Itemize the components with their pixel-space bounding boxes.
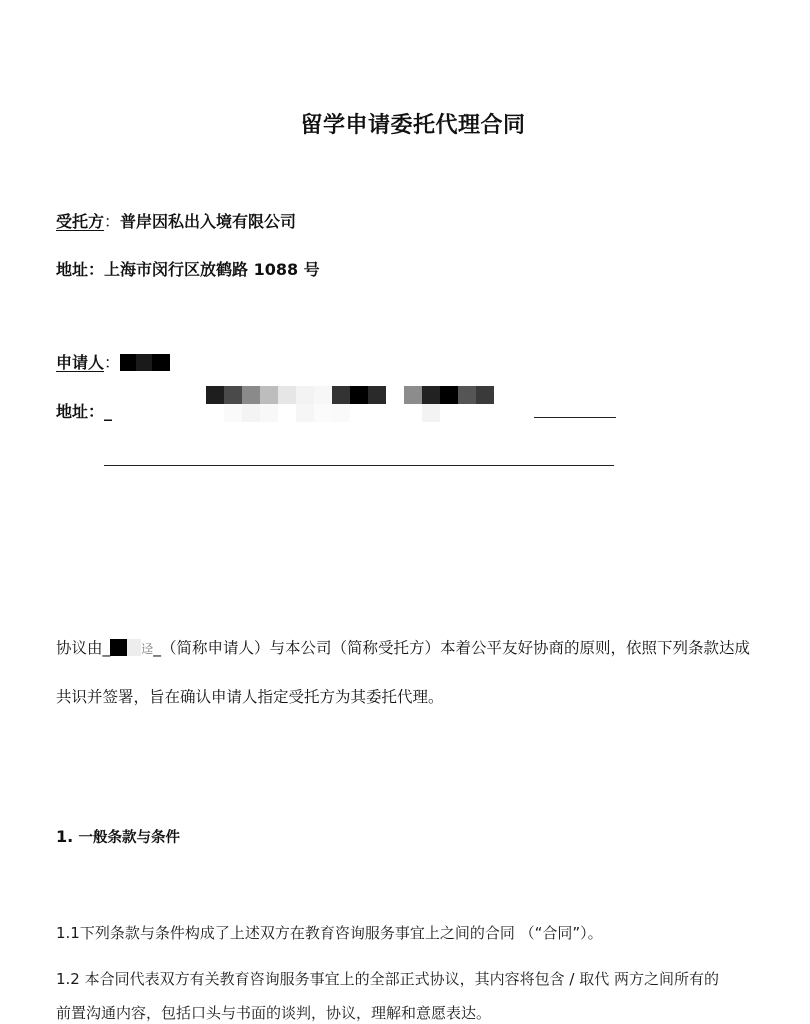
clause-1-2-line-2: 前置沟通内容，包括口头与书面的谈判，协议，理解和意愿表达。 xyxy=(56,1004,492,1022)
agreement-name-redaction-light xyxy=(127,639,141,656)
agreement-suffix: _（简称申请人）与本公司（简称受托方）本着公平友好协商的原则，依照下列条款达成 xyxy=(153,639,751,657)
agreement-prefix: 协议由_ xyxy=(56,639,111,657)
agreement-name-redaction xyxy=(110,639,127,656)
applicant-line xyxy=(56,350,170,373)
applicant-address-underline-second xyxy=(104,465,614,466)
section-1-heading xyxy=(56,826,180,847)
trustee-label: 受托方 xyxy=(56,212,105,231)
applicant-name-redaction-3 xyxy=(152,354,170,371)
applicant-label: 申请人 xyxy=(56,353,105,372)
applicant-address-redaction xyxy=(206,386,494,422)
trustee-address: 地址：上海市闵行区放鹤路 1088 号 xyxy=(56,260,320,279)
section-1-number: 1. xyxy=(56,827,74,846)
applicant-separator: ： xyxy=(104,353,121,372)
trustee-separator: ： xyxy=(104,212,121,231)
trustee-name: 普岸因私出入境有限公司 xyxy=(120,212,297,231)
agreement-line-2: 共识并签署，旨在确认申请人指定受托方为其委托代理。 xyxy=(56,688,444,706)
applicant-name-redaction xyxy=(120,354,136,371)
document-title: 留学申请委托代理合同 xyxy=(300,113,526,138)
agreement-name-fragment: 迳 xyxy=(141,642,154,656)
clause-1-1: 1.1下列条款与条件构成了上述双方在教育咨询服务事宜上之间的合同 （“合同”）。 xyxy=(56,924,603,942)
trustee-line xyxy=(56,209,296,232)
applicant-address-label: 地址：_ xyxy=(56,402,113,421)
clause-1-2-line-1: 1.2 本合同代表双方有关教育咨询服务事宜上的全部正式协议，其内容将包含 / 取代 两方之间所有的 xyxy=(56,970,719,988)
applicant-address-underline-right xyxy=(534,417,616,418)
agreement-line-1 xyxy=(56,636,750,658)
applicant-name-redaction-2 xyxy=(136,354,152,371)
section-1-title: 一般条款与条件 xyxy=(78,830,180,846)
